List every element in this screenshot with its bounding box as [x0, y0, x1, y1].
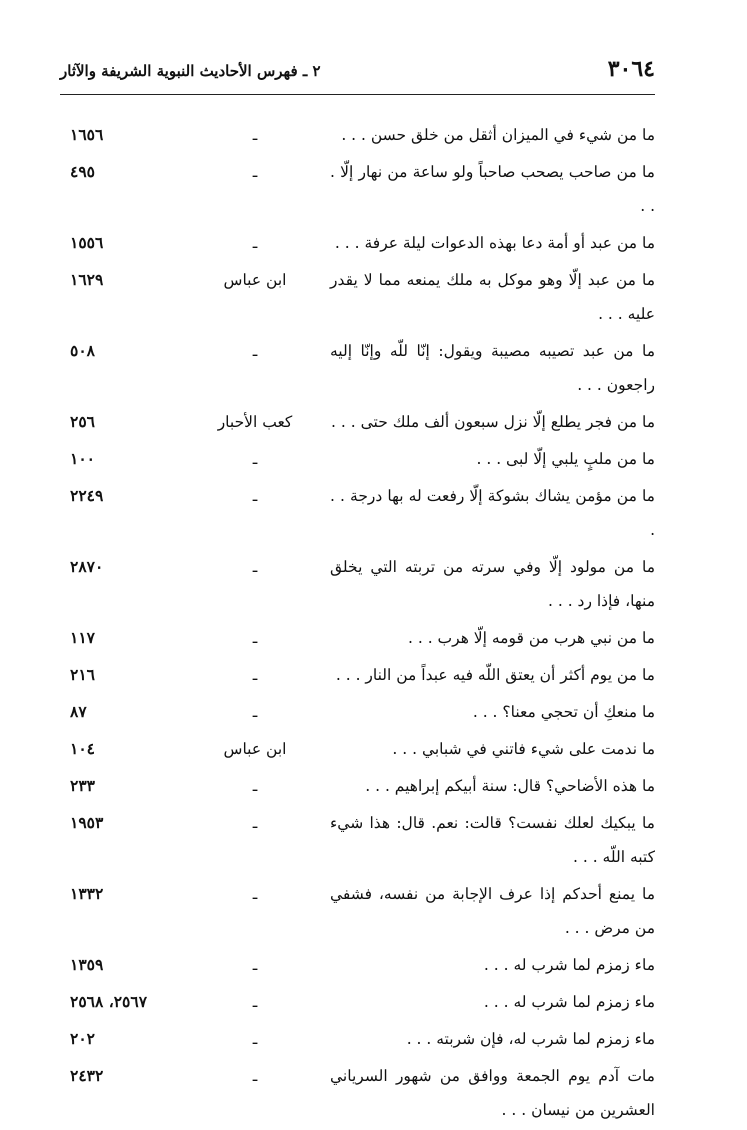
narrator: ـ	[252, 703, 258, 721]
index-entry	[60, 695, 655, 729]
narrator: ـ	[252, 1067, 258, 1085]
hadith-reference-number: ٤٩٥	[70, 162, 95, 181]
hadith-reference-number: ٢٨٧٠	[70, 557, 104, 576]
narrator: كعب الأحبار	[217, 413, 293, 431]
hadith-text: ما من نبي هرب من قومه إلّا هرب . . .	[407, 629, 655, 647]
index-entry	[60, 405, 655, 439]
hadith-reference-number: ٢٢٤٩	[70, 486, 104, 505]
hadith-text: ما من يوم أكثر أن يعتق اللّه فيه عبداً من النار . . .	[335, 666, 655, 684]
narrator: ابن عباس	[223, 271, 287, 289]
narrator: ـ	[252, 558, 258, 576]
hadith-reference-number: ٢٥٦	[70, 412, 95, 431]
narrator: ـ	[252, 450, 258, 468]
index-entry	[60, 1059, 655, 1127]
index-entry	[60, 118, 655, 152]
narrator: ـ	[252, 1030, 258, 1048]
narrator: ـ	[252, 956, 258, 974]
hadith-reference-number: ١٦٢٩	[70, 270, 104, 289]
hadith-reference-number: ١١٧	[70, 628, 95, 647]
narrator: ـ	[252, 777, 258, 795]
hadith-reference-number: ٢٥٦٧، ٢٥٦٨	[70, 992, 148, 1011]
hadith-reference-number: ١٣٣٢	[70, 884, 104, 903]
header-rule	[60, 94, 655, 95]
index-entry	[60, 732, 655, 766]
hadith-text: ما من مولود إلّا وفي سرته من تربته التي يخلق منها، فإذا رد . . .	[330, 558, 655, 610]
hadith-reference-number: ١٠٤	[70, 739, 95, 758]
hadith-text: ما من صاحب يصحب صاحباً ولو ساعة من نهار إلّا . . .	[330, 163, 655, 215]
index-entry	[60, 948, 655, 982]
hadith-reference-number: ٢٠٢	[70, 1029, 95, 1048]
index-entry	[60, 985, 655, 1019]
page-number: ٣٠٦٤	[607, 56, 655, 82]
hadith-reference-number: ١٦٥٦	[70, 125, 104, 144]
hadith-text: ما من فجر يطلع إلّا نزل سبعون ألف ملك حتى . . .	[331, 413, 655, 431]
index-entry	[60, 550, 655, 618]
index-entry	[60, 334, 655, 402]
hadith-text: ماء زمزم لما شرب له . . .	[483, 956, 655, 974]
index-entry	[60, 806, 655, 874]
hadith-text: ماء زمزم لما شرب له، فإن شربته . . .	[406, 1030, 655, 1048]
narrator: ـ	[252, 814, 258, 832]
hadith-reference-number: ١٥٥٦	[70, 233, 104, 252]
index-entry	[60, 1022, 655, 1056]
running-title: ٢ ـ فهرس الأحاديث النبوية الشريفة والآثار	[60, 62, 321, 80]
index-entry	[60, 621, 655, 655]
hadith-reference-number: ٢٣٣	[70, 776, 95, 795]
hadith-text: ما من مؤمن يشاك بشوكة إلّا رفعت له بها درجة . . .	[330, 487, 655, 539]
hadith-text: ماء زمزم لما شرب له . . .	[483, 993, 655, 1011]
narrator: ـ	[252, 126, 258, 144]
narrator: ـ	[252, 993, 258, 1011]
narrator: ابن عباس	[223, 740, 287, 758]
hadith-text: ما من عبد إلّا وهو موكل به ملك يمنعه مما لا يقدر عليه . . .	[330, 271, 655, 323]
hadith-text: ما يبكيك لعلك نفست؟ قالت: نعم. قال: هذا شيء كتبه اللّه . . .	[330, 814, 655, 866]
narrator: ـ	[252, 342, 258, 360]
narrator: ـ	[252, 487, 258, 505]
narrator: ـ	[252, 666, 258, 684]
hadith-index-list	[60, 118, 655, 1130]
hadith-reference-number: ٢١٦	[70, 665, 95, 684]
narrator: ـ	[252, 885, 258, 903]
narrator: ـ	[252, 629, 258, 647]
hadith-text: ما من ملبٍ يلبي إلّا لبى . . .	[476, 450, 655, 468]
index-entry	[60, 877, 655, 945]
narrator: ـ	[252, 234, 258, 252]
hadith-reference-number: ٨٧	[70, 702, 87, 721]
index-entry	[60, 442, 655, 476]
index-entry	[60, 155, 655, 223]
index-entry	[60, 263, 655, 331]
index-entry	[60, 658, 655, 692]
index-entry	[60, 479, 655, 547]
hadith-text: ما هذه الأضاحي؟ قال: سنة أبيكم إبراهيم . . .	[365, 777, 655, 795]
hadith-text: ما من شيء في الميزان أثقل من خلق حسن . . .	[341, 126, 655, 144]
hadith-reference-number: ١٣٥٩	[70, 955, 104, 974]
narrator: ـ	[252, 163, 258, 181]
index-entry	[60, 226, 655, 260]
page-header	[60, 56, 655, 92]
hadith-reference-number: ١٩٥٣	[70, 813, 104, 832]
index-entry	[60, 769, 655, 803]
hadith-text: ما من عبد أو أمة دعا بهذه الدعوات ليلة عرفة . . .	[334, 234, 655, 252]
hadith-reference-number: ١٠٠	[70, 449, 95, 468]
hadith-text: ما منعكِ أن تحجي معنا؟ . . .	[472, 703, 655, 721]
hadith-reference-number: ٥٠٨	[70, 341, 95, 360]
hadith-text: مات آدم يوم الجمعة ووافق من شهور السرياني العشرين من نيسان . . .	[330, 1067, 655, 1119]
hadith-reference-number: ٢٤٣٢	[70, 1066, 104, 1085]
hadith-text: ما يمنع أحدكم إذا عرف الإجابة من نفسه، فشفي من مرض . . .	[330, 885, 655, 937]
hadith-text: ما من عبد تصيبه مصيبة ويقول: إنّا للّه وإنّا إليه راجعون . . .	[330, 342, 655, 394]
hadith-text: ما ندمت على شيء فاتني في شبابي . . .	[392, 740, 655, 758]
